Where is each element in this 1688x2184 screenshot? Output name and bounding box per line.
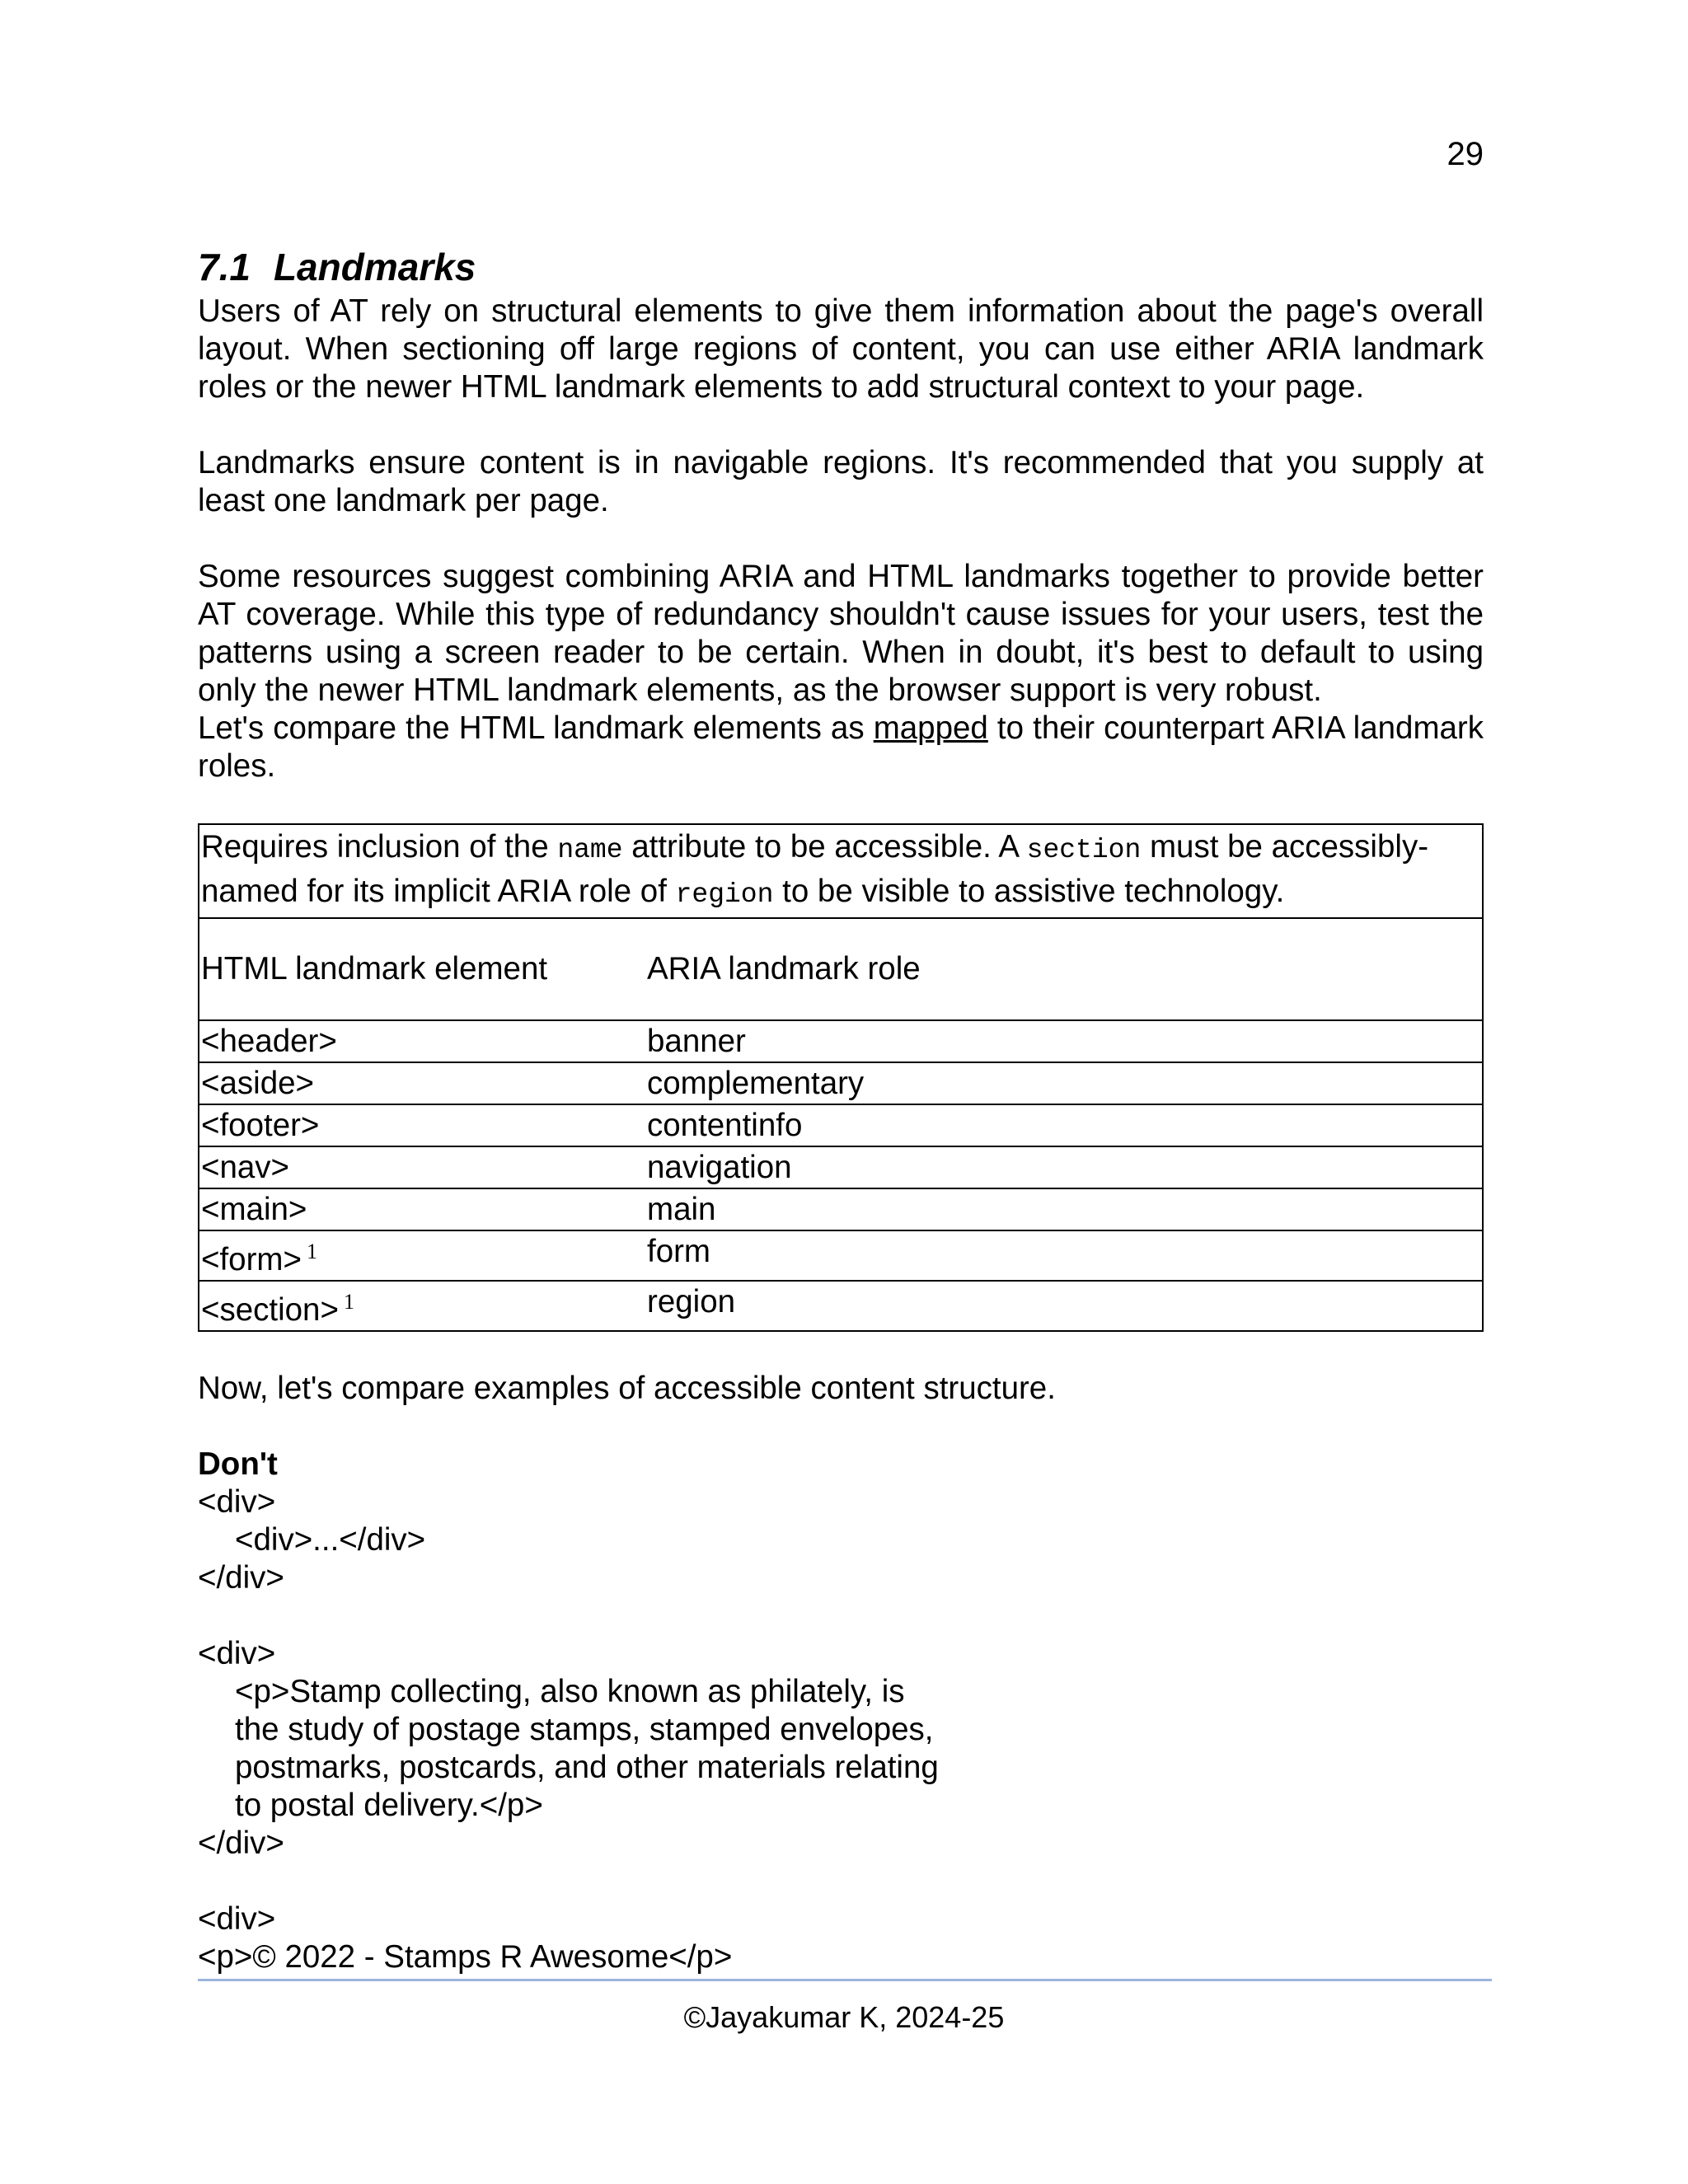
code-line: </div> <box>198 1825 284 1861</box>
paragraph-compare-text-end: to their counterpart ARIA landmark roles. <box>198 710 1484 784</box>
paragraph-compare <box>198 710 1484 785</box>
code-line: <div> <box>198 1901 276 1937</box>
blank-line <box>198 1863 1484 1900</box>
section-heading <box>198 243 1484 291</box>
table-row <box>199 1104 1483 1146</box>
paragraph-landmarks: Landmarks ensure content is in navigable regions. It's recommended that you supply at least one landmark per page. <box>198 445 1484 518</box>
table-row <box>199 1230 1483 1281</box>
example-title: Don't <box>198 1446 278 1482</box>
table-row <box>199 1281 1483 1331</box>
cell-role: main <box>645 1188 1483 1230</box>
cell-role: banner <box>645 1020 1483 1062</box>
section-number: 7.1 <box>198 246 251 288</box>
page-number: 29 <box>1447 136 1484 172</box>
footer-divider <box>198 1979 1492 1981</box>
footer-copyright: ©Jayakumar K, 2024-25 <box>683 2000 1005 2034</box>
table-row <box>199 1188 1483 1230</box>
paragraph-examples: Now, let's compare examples of accessible content structure. <box>198 1371 1056 1406</box>
code-line: </div> <box>198 1560 284 1596</box>
code-line: <p>© 2022 - Stamps R Awesome</p> <box>198 1939 733 1975</box>
note-code-section: section <box>1026 835 1142 865</box>
code-line: <div> <box>198 1484 276 1520</box>
cell-element: <aside> <box>199 1062 645 1104</box>
code-line: <div> <box>198 1636 276 1671</box>
note-code-name: name <box>557 835 623 865</box>
table-header-row <box>199 918 1483 1020</box>
code-example-dont <box>198 1446 1484 1976</box>
cell-role: navigation <box>645 1146 1483 1188</box>
page-content <box>198 243 1484 1976</box>
paragraph-intro: Users of AT rely on structural elements to give them information about the page's overall layout. When sectioning off large regions of content, you can use either ARIA landmark roles or the newer HTML landmark elements to add structural context to your page. <box>198 293 1484 405</box>
code-line: to postal delivery.</p> <box>235 1788 543 1823</box>
mapped-link[interactable]: mapped <box>873 710 988 746</box>
section-title: Landmarks <box>273 246 476 288</box>
cell-role: region <box>645 1281 1483 1331</box>
header-aria-role: ARIA landmark role <box>645 918 1483 1020</box>
cell-role: contentinfo <box>645 1104 1483 1146</box>
table-row <box>199 1146 1483 1188</box>
note-code-region: region <box>675 879 774 910</box>
cell-role: complementary <box>645 1062 1483 1104</box>
cell-element: <footer> <box>199 1104 645 1146</box>
table-row <box>199 1020 1483 1062</box>
code-line: <div>...</div> <box>235 1522 426 1558</box>
table-note <box>199 824 1483 918</box>
paragraph-combining: Some resources suggest combining ARIA and HTML landmarks together to provide better AT coverage. While this type of redundancy shouldn't cause issues for your users, test the patterns using a screen reader to be certain. When in doubt, it's best to default to using only the newer HTML landmark elements, as the browser support is very robust. <box>198 559 1484 708</box>
paragraph-compare-text-start: Let's compare the HTML landmark elements as <box>198 710 874 746</box>
note-text-3: must be accessibly-named for its implicit ARIA role of <box>201 829 1429 909</box>
cell-element: <form> $^1$ <box>199 1230 645 1281</box>
footnote-marker: 1 <box>306 1240 317 1263</box>
header-html-element: HTML landmark element <box>199 918 645 1020</box>
cell-role: form <box>645 1230 1483 1281</box>
footnote-marker: 1 <box>343 1290 354 1314</box>
note-text-4: to be visible to assistive technology. <box>773 874 1285 909</box>
blank-line <box>198 1597 1484 1635</box>
note-text-1: Requires inclusion of the <box>201 829 558 865</box>
cell-element: <header> <box>199 1020 645 1062</box>
cell-element: <main> <box>199 1188 645 1230</box>
note-text-2: attribute to be accessible. A <box>622 829 1027 865</box>
table-note-row <box>199 824 1483 918</box>
table-row <box>199 1062 1483 1104</box>
code-line: postmarks, postcards, and other materials relating <box>235 1750 939 1785</box>
landmarks-table <box>198 823 1484 1332</box>
code-line: <p>Stamp collecting, also known as philately, is <box>235 1674 905 1709</box>
code-line: the study of postage stamps, stamped envelopes, <box>235 1712 934 1747</box>
cell-element: <section> $^1$ <box>199 1281 645 1331</box>
cell-element: <nav> <box>199 1146 645 1188</box>
